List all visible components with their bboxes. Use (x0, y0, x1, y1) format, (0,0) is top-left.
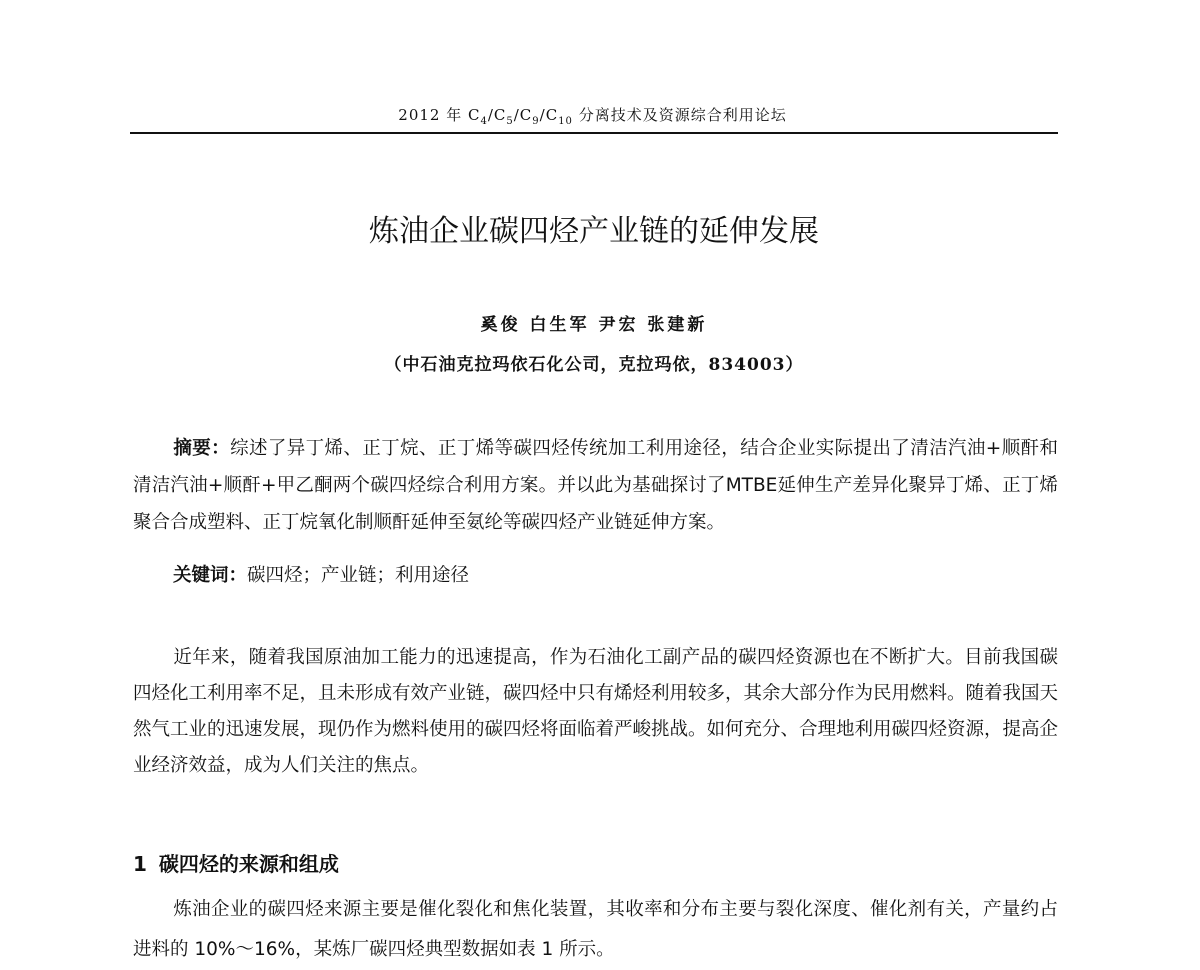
intro-text: 近年来，随着我国原油加工能力的迅速提高，作为石油化工副产品的碳四烃资源也在不断扩大。目前我国碳四烃化工利用率不足，且未形成有效产业链，碳四烃中只有烯烃利用较多，其余大部分作为民用燃料。随着我国天然气工业的迅速发展，现仍作为燃料使用的碳四烃将面临着严峻挑战。如何充分、合理地利用碳四烃资源，提高企业经济效益，成为人们关注的焦点。 (133, 647, 1059, 776)
keywords (133, 557, 1058, 594)
abstract-label: 摘要： (173, 438, 231, 459)
running-header: 2012 年 $C_4/C_5/C_9/C_{10}$ 分离技术及资源综合利用论坛 (398, 106, 787, 127)
keywords-text: 碳四烃；产业链；利用途径 (247, 565, 470, 586)
abstract (133, 430, 1058, 541)
affiliation: （中石油克拉玛依石化公司，克拉玛依，834003） (384, 355, 804, 375)
abstract-text: 综述了异丁烯、正丁烷、正丁烯等碳四烃传统加工利用途径，结合企业实际提出了清洁汽油+顺酐和清洁汽油+顺酐+甲乙酮两个碳四烃综合利用方案。并以此为基础探讨了MTBE延伸生产差异化聚异丁烯、正丁烯聚合合成塑料、正丁烷氧化制顺酐延伸至氨纶等碳四烃产业链延伸方案。 (133, 438, 1058, 533)
section-1-heading (133, 848, 339, 877)
keywords-label: 关键词： (173, 565, 248, 586)
section-1-text: 炼油企业的碳四烃来源主要是催化裂化和焦化装置，其收率和分布主要与裂化深度、催化剂有关，产量约占进料的 10%～16%，某炼厂碳四烃典型数据如表 1 所示。 (133, 899, 1058, 960)
paper-title: 炼油企业碳四烃产业链的延伸发展 (369, 214, 819, 249)
intro-paragraph (133, 640, 1058, 784)
section-1-body (133, 890, 1058, 970)
section-number: 1 (133, 852, 147, 876)
authors: 奚俊 白生军 尹宏 张建新 (480, 315, 708, 335)
header-rule (130, 132, 1058, 134)
section-title: 碳四烃的来源和组成 (158, 852, 339, 876)
